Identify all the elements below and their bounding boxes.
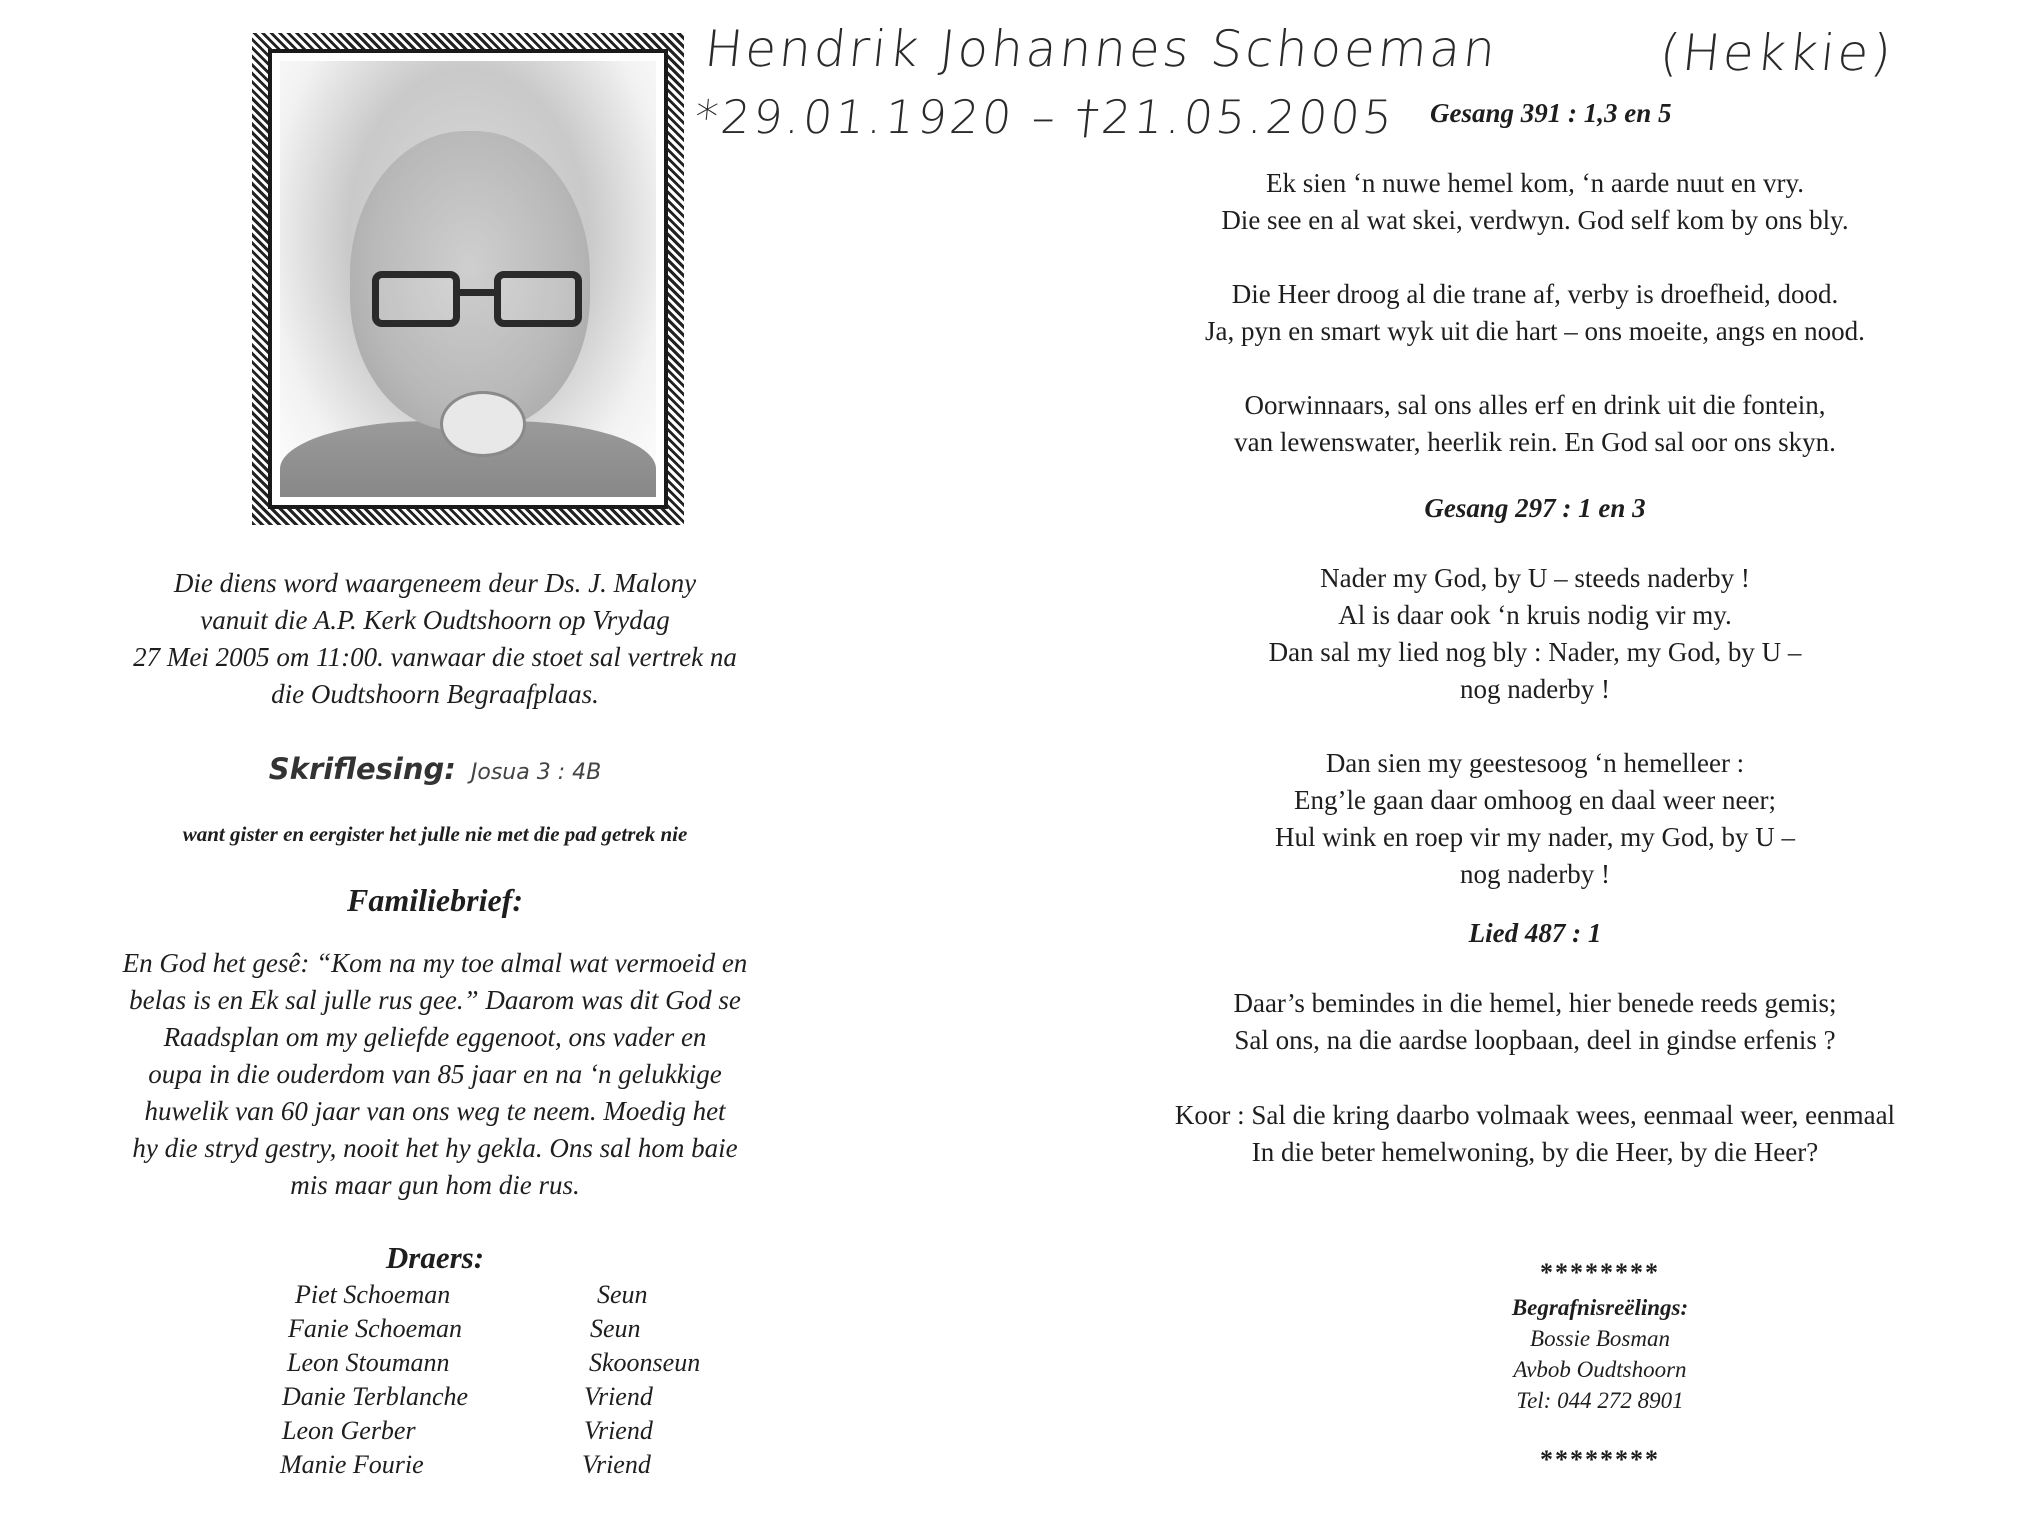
funeral-line: Tel: 044 272 8901 xyxy=(1516,1388,1684,1413)
family-letter-line: hy die stryd gestry, nooit het hy gekla. Ons sal hom baie xyxy=(132,1133,738,1163)
hymn2-line: Nader my God, by U – steeds naderby ! xyxy=(1320,563,1750,593)
hymn3-line: Sal ons, na die aardse loopbaan, deel in gindse erfenis ? xyxy=(1234,1025,1836,1055)
hymn2-line: Dan sien my geestesoog ‘n hemelleer : xyxy=(1325,748,1745,778)
hymn2-line: Eng’le gaan daar omhoog en daal weer neer; xyxy=(1293,785,1777,815)
hymn1-line: Ek sien ‘n nuwe hemel kom, ‘n aarde nuut en vry. xyxy=(1265,168,1805,198)
hymn1-line: van lewenswater, heerlik rein. En God sal oor ons skyn. xyxy=(1234,427,1836,457)
hymn1-line: Die Heer droog al die trane af, verby is droefheid, dood. xyxy=(1231,279,1839,309)
hymn1-stanza xyxy=(1105,165,1965,239)
hymn3-text xyxy=(1105,985,1965,1059)
hymn2-line: Al is daar ook ‘n kruis nodig vir my. xyxy=(1338,600,1732,630)
hymn2-line: Dan sal my lied nog bly : Nader, my God, by U – xyxy=(1268,637,1802,667)
family-letter-text xyxy=(55,945,815,1204)
hymn2-title: Gesang 297 : 1 en 3 xyxy=(1424,493,1646,523)
handwritten-name: Hendrik Johannes Schoeman xyxy=(701,20,1502,78)
hymn2-line: nog naderby ! xyxy=(1460,674,1610,704)
funeral-line: Bossie Bosman xyxy=(1530,1326,1670,1351)
hymn2-line: Hul wink en roep vir my nader, my God, by U – xyxy=(1274,822,1796,852)
service-line: die Oudtshoorn Begraafplaas. xyxy=(271,679,599,709)
hymn1-stanza xyxy=(1105,276,1965,350)
service-line: 27 Mei 2005 om 11:00. vanwaar die stoet sal vertrek na xyxy=(133,642,737,672)
scripture-verse: want gister en eergister het julle nie met die pad getrek nie xyxy=(182,822,688,846)
portrait-glasses xyxy=(372,271,582,331)
hymn2-stanza xyxy=(1105,560,1965,708)
bearer-role: Vriend xyxy=(584,1416,653,1445)
bearer-role: Seun xyxy=(597,1280,648,1309)
hymn2-stanza xyxy=(1105,745,1965,893)
scripture-reference: Josua 3 : 4B xyxy=(470,760,602,785)
separator-top: ******** xyxy=(1540,1258,1660,1287)
hymn3-title: Lied 487 : 1 xyxy=(1468,918,1602,948)
family-letter-line: mis maar gun hom die rus. xyxy=(290,1170,580,1200)
bearer-name: Leon Stoumann xyxy=(287,1348,450,1377)
hymn1-stanza xyxy=(1105,387,1965,461)
hymn1-line: Die see en al wat skei, verdwyn. God self kom by ons bly. xyxy=(1221,205,1849,235)
hymn1-text xyxy=(1105,165,1965,498)
hymn1-line: Oorwinnaars, sal ons alles erf en drink uit die fontein, xyxy=(1244,390,1826,420)
service-info xyxy=(55,565,815,713)
bearers-title: Draers: xyxy=(385,1240,485,1275)
handwritten-dates: *29.01.1920 – †21.05.2005 xyxy=(692,90,1398,144)
hymn2-line: nog naderby ! xyxy=(1460,859,1610,889)
bearer-role: Seun xyxy=(590,1314,641,1343)
funeral-arrangements-title: Begrafnisreëlings: xyxy=(1511,1295,1689,1320)
family-letter-line: belas is en Ek sal julle rus gee.” Daarom was dit God se xyxy=(129,985,741,1015)
bearer-role: Skoonseun xyxy=(589,1348,701,1377)
chorus-line: Koor : Sal die kring daarbo volmaak wees, eenmaal weer, eenmaal xyxy=(1174,1100,1896,1130)
family-letter-line: huwelik van 60 jaar van ons weg te neem. Moedig het xyxy=(144,1096,726,1126)
chorus-line: In die beter hemelwoning, by die Heer, by die Heer? xyxy=(1251,1137,1819,1167)
funeral-arrangements xyxy=(1400,1292,1800,1416)
service-line: vanuit die A.P. Kerk Oudtshoorn op Vrydag xyxy=(200,605,670,635)
funeral-line: Avbob Oudtshoorn xyxy=(1513,1357,1687,1382)
bearer-name: Fanie Schoeman xyxy=(288,1314,463,1343)
family-letter-title: Familiebrief: xyxy=(347,882,523,918)
bearer-role: Vriend xyxy=(584,1382,653,1411)
hymn1-line: Ja, pyn en smart wyk uit die hart – ons moeite, angs en nood. xyxy=(1205,316,1865,346)
hymn3-line: Daar’s bemindes in die hemel, hier benede reeds gemis; xyxy=(1233,988,1837,1018)
hymn3-chorus xyxy=(1105,1097,1965,1171)
family-letter-line: En God het gesê: “Kom na my toe almal wat vermoeid en xyxy=(122,948,748,978)
service-line: Die diens word waargeneem deur Ds. J. Malony xyxy=(173,568,697,598)
scripture-label: Skriflesing: xyxy=(268,752,456,786)
handwritten-nickname: (Hekkie) xyxy=(1656,24,1897,82)
portrait-mouth xyxy=(440,391,526,457)
portrait-photo xyxy=(280,61,656,497)
bearer-name: Manie Fourie xyxy=(280,1450,424,1479)
family-letter-line: Raadsplan om my geliefde eggenoot, ons vader en xyxy=(163,1022,707,1052)
scripture-reading xyxy=(55,752,815,787)
bearer-name: Piet Schoeman xyxy=(295,1280,451,1309)
bearer-name: Danie Terblanche xyxy=(282,1382,469,1411)
portrait-frame xyxy=(252,33,684,525)
hymn2-text xyxy=(1105,560,1965,930)
hymn1-title: Gesang 391 : 1,3 en 5 xyxy=(1430,98,1672,128)
family-letter-line: oupa in die ouderdom van 85 jaar en na ‘n gelukkige xyxy=(148,1059,722,1089)
bearer-role: Vriend xyxy=(582,1450,651,1479)
separator-bottom: ******** xyxy=(1540,1445,1660,1474)
portrait-border xyxy=(268,49,668,509)
bearer-name: Leon Gerber xyxy=(282,1416,416,1445)
